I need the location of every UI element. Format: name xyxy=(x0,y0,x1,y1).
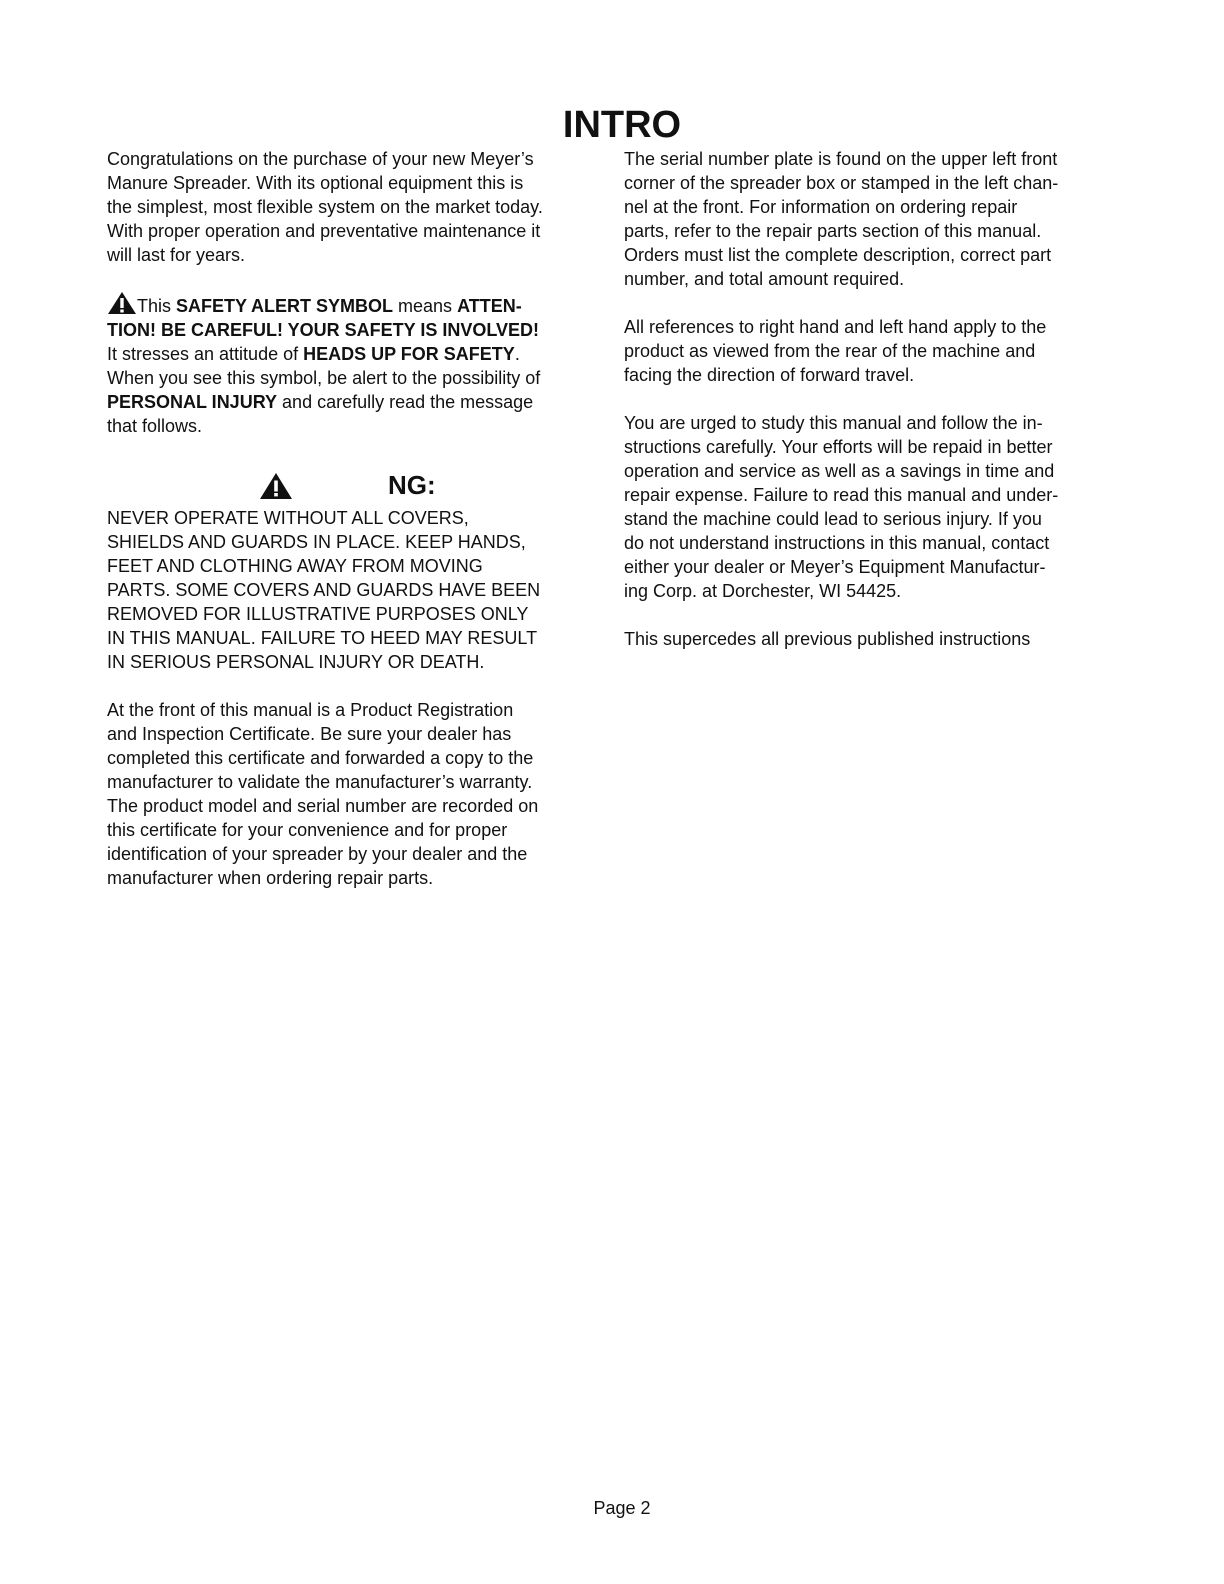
references-line: facing the direction of forward travel. xyxy=(624,365,915,385)
safety-attention-text: ATTEN- xyxy=(457,296,522,316)
safety-alert-triangle-icon xyxy=(107,291,137,315)
intro-line: Congratulations on the purchase of your new Meyer’s xyxy=(107,149,534,169)
serial-line: The serial number plate is found on the upper left front xyxy=(624,149,1058,169)
supercedes-paragraph xyxy=(624,627,1108,651)
supercedes-line: This supercedes all previous published instructions xyxy=(624,629,1031,649)
safety-text: and carefully read the message xyxy=(277,392,534,412)
references-paragraph xyxy=(624,315,1108,387)
warning-line: FEET AND CLOTHING AWAY FROM MOVING xyxy=(107,556,483,576)
warning-line: IN SERIOUS PERSONAL INJURY OR DEATH. xyxy=(107,652,485,672)
warning-heading xyxy=(107,472,591,502)
warning-triangle-icon xyxy=(259,472,293,500)
registration-line: manufacturer when ordering repair parts. xyxy=(107,868,434,888)
warning-paragraph xyxy=(107,506,591,674)
safety-text: It stresses an attitude of xyxy=(107,344,304,364)
warning-line: PARTS. SOME COVERS AND GUARDS HAVE BEEN xyxy=(107,580,541,600)
serial-line: parts, refer to the repair parts section of this manual. xyxy=(624,221,1042,241)
registration-line: completed this certificate and forwarded a copy to the xyxy=(107,748,534,768)
intro-line: With proper operation and preventative maintenance it xyxy=(107,221,541,241)
serial-line: Orders must list the complete description, correct part xyxy=(624,245,1052,265)
study-line: stand the machine could lead to serious injury. If you xyxy=(624,509,1042,529)
safety-alert-symbol-label: SAFETY ALERT SYMBOL xyxy=(176,296,394,316)
intro-line: the simplest, most flexible system on the market today. xyxy=(107,197,543,217)
study-line: You are urged to study this manual and follow the in- xyxy=(624,413,1043,433)
safety-line xyxy=(107,318,591,342)
warning-heading-text: NG: xyxy=(388,470,436,500)
study-line: do not understand instructions in this manual, contact xyxy=(624,533,1050,553)
references-line: product as viewed from the rear of the machine and xyxy=(624,341,1036,361)
safety-line xyxy=(107,342,591,366)
page-number: Page 2 xyxy=(593,1498,651,1518)
references-line: All references to right hand and left hand apply to the xyxy=(624,317,1047,337)
warning-line: IN THIS MANUAL. FAILURE TO HEED MAY RESULT xyxy=(107,628,538,648)
right-column xyxy=(624,147,1108,675)
registration-paragraph xyxy=(107,698,591,890)
study-line: repair expense. Failure to read this manual and under- xyxy=(624,485,1059,505)
intro-line: Manure Spreader. With its optional equipment this is xyxy=(107,173,524,193)
left-column xyxy=(107,147,591,914)
safety-attention-text: TION! BE CAREFUL! YOUR SAFETY IS INVOLVED! xyxy=(107,320,540,340)
safety-line: that follows. xyxy=(107,416,203,436)
safety-line xyxy=(107,390,591,414)
personal-injury-text: PERSONAL INJURY xyxy=(107,392,278,412)
study-line: either your dealer or Meyer’s Equipment Manufactur- xyxy=(624,557,1046,577)
serial-plate-paragraph xyxy=(624,147,1108,291)
safety-text: This xyxy=(137,296,177,316)
heads-up-text: HEADS UP FOR SAFETY xyxy=(303,344,515,364)
study-line: operation and service as well as a savings in time and xyxy=(624,461,1055,481)
serial-line: nel at the front. For information on ordering repair xyxy=(624,197,1018,217)
registration-line: this certificate for your convenience and for proper xyxy=(107,820,508,840)
study-line: ing Corp. at Dorchester, WI 54425. xyxy=(624,581,902,601)
registration-line: manufacturer to validate the manufacturer’s warranty. xyxy=(107,772,533,792)
safety-text: means xyxy=(393,296,458,316)
registration-line: identification of your spreader by your dealer and the xyxy=(107,844,528,864)
page-title: INTRO xyxy=(562,104,682,146)
intro-paragraph xyxy=(107,147,591,267)
registration-line: At the front of this manual is a Product Registration xyxy=(107,700,514,720)
serial-line: number, and total amount required. xyxy=(624,269,905,289)
serial-line: corner of the spreader box or stamped in the left chan- xyxy=(624,173,1059,193)
intro-line: will last for years. xyxy=(107,245,246,265)
registration-line: and Inspection Certificate. Be sure your dealer has xyxy=(107,724,512,744)
safety-alert-paragraph xyxy=(107,291,591,438)
warning-line: NEVER OPERATE WITHOUT ALL COVERS, xyxy=(107,508,469,528)
safety-line xyxy=(107,291,591,318)
warning-line: SHIELDS AND GUARDS IN PLACE. KEEP HANDS, xyxy=(107,532,526,552)
registration-line: The product model and serial number are recorded on xyxy=(107,796,539,816)
safety-line: When you see this symbol, be alert to the possibility of xyxy=(107,368,541,388)
safety-text: . xyxy=(514,344,520,364)
warning-line: REMOVED FOR ILLUSTRATIVE PURPOSES ONLY xyxy=(107,604,529,624)
study-manual-paragraph xyxy=(624,411,1108,603)
study-line: structions carefully. Your efforts will be repaid in better xyxy=(624,437,1053,457)
